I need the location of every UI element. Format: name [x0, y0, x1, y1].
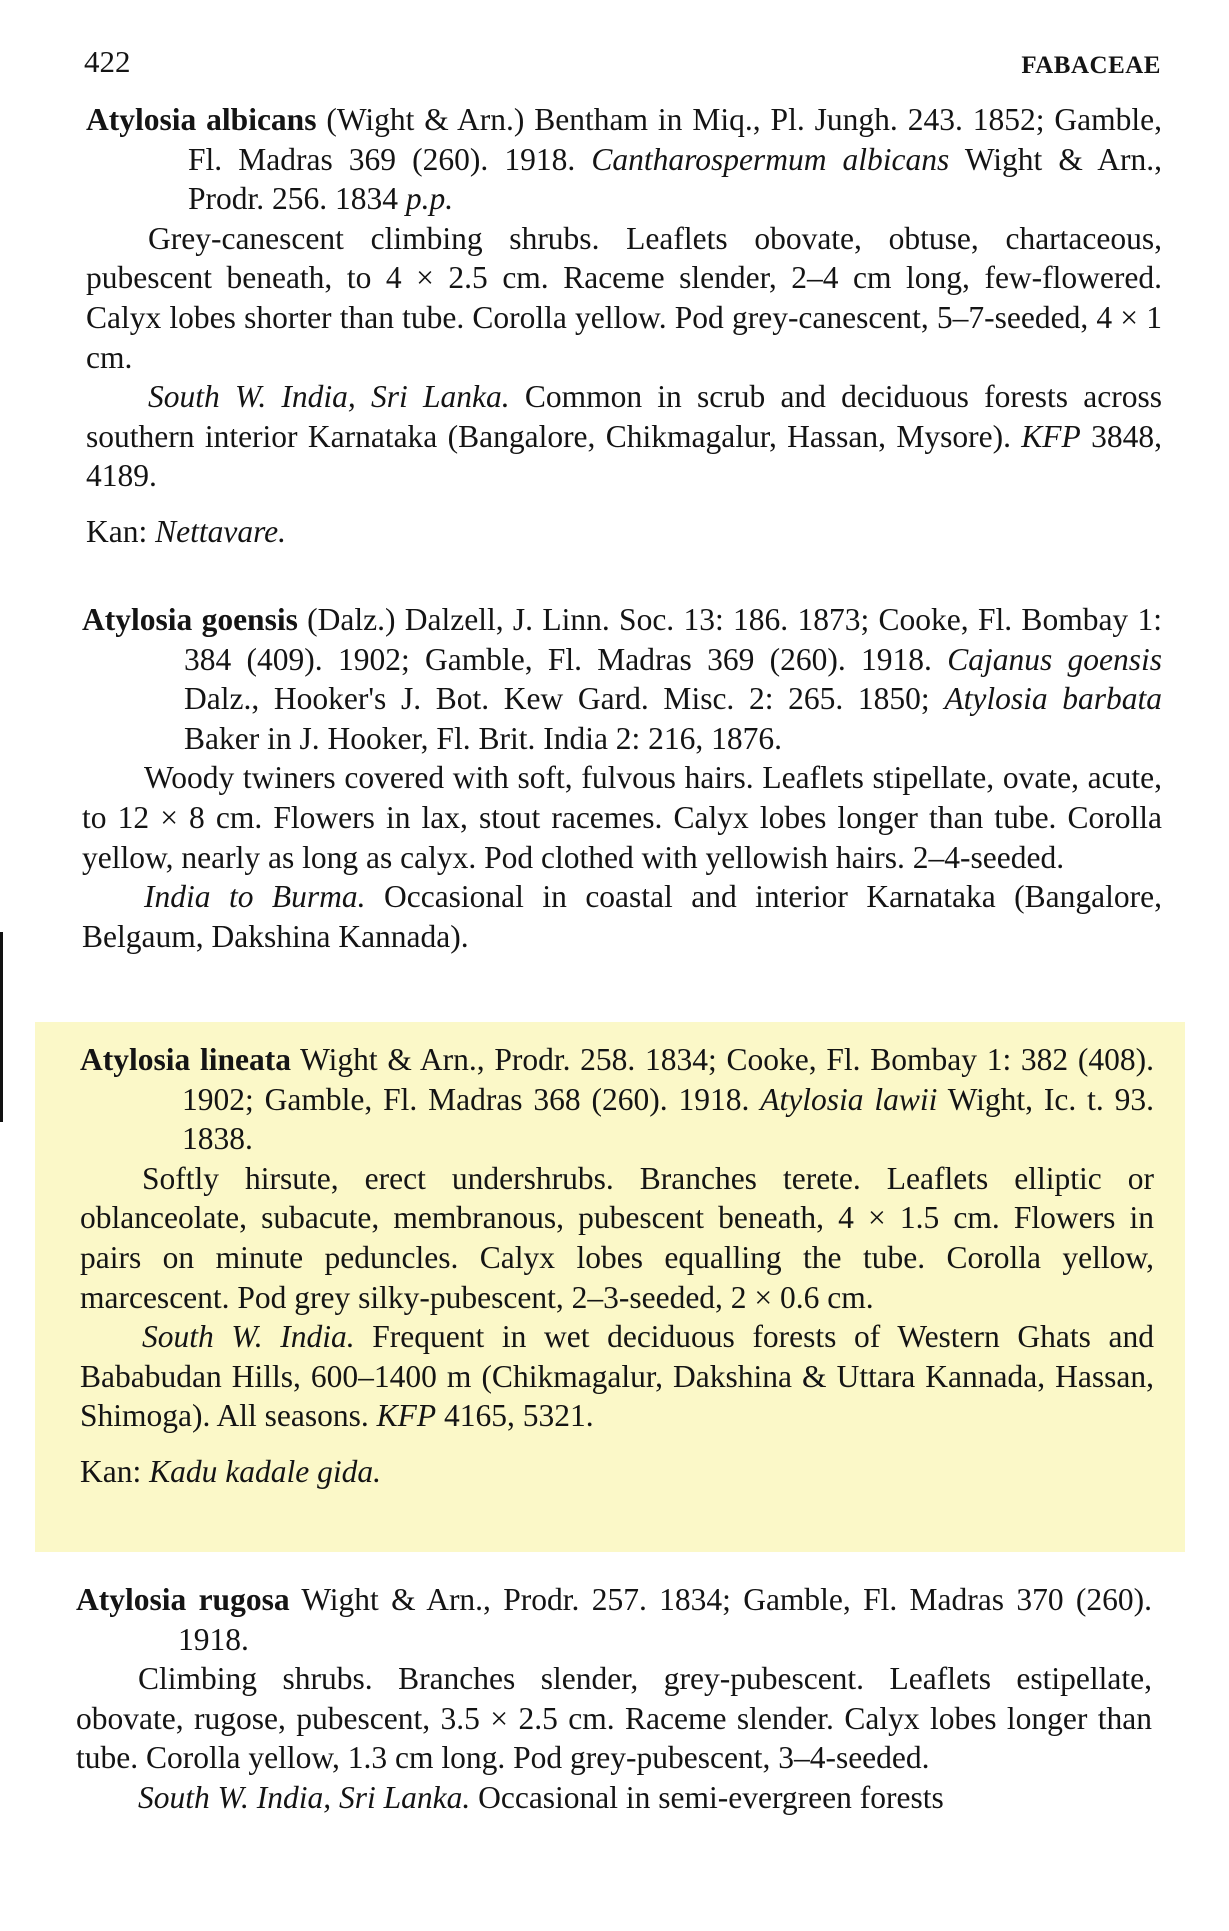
synonym-name: Atylosia barbata — [944, 681, 1163, 717]
synonym-citation: Baker in J. Hooker, Fl. Brit. India 2: 216, 1876. — [184, 720, 783, 756]
citation-text: Wight & Arn., Prodr. 258. 1834; Cooke, Fl. Bombay 1: 382 (408). 1902; Gamble, Fl. Madras 368 (260). 1918. — [182, 1042, 1155, 1117]
species-description: Grey-canescent climbing shrubs. Leaflets obovate, obtuse, chartaceous, pubescent beneath, to 4 × 2.5 cm. Raceme slender, 2–4 cm long, few-flowered. Calyx lobes shorter than tube. Corolla yellow. Pod grey-canescent, 5–7-seeded, 4 × 1 cm. — [86, 220, 1162, 375]
vernacular-label: Kan: — [80, 1453, 142, 1489]
specimen-label: KFP — [376, 1398, 437, 1434]
vernacular-name — [80, 1452, 1154, 1492]
species-entry — [86, 100, 1162, 552]
specimen-numbers: 4165, 5321. — [444, 1398, 594, 1434]
species-description: Woody twiners covered with soft, fulvous hairs. Leaflets stipellate, ovate, acute, to 12 × 8 cm. Flowers in lax, stout racemes. Calyx lobes longer than tube. Corolla yellow, nearly as long as calyx. Pod clothed with yellowish hairs. 2–4-seeded. — [82, 760, 1162, 875]
page-number: 422 — [84, 44, 131, 79]
vernacular-value: Kadu kadale gida. — [149, 1453, 381, 1489]
synonym-name: Cajanus goensis — [947, 641, 1163, 677]
entry-citation — [80, 1040, 1154, 1159]
specimen-numbers: 3848, 4189. — [86, 418, 1163, 494]
distribution-region: South W. India, Sri Lanka. — [138, 1779, 471, 1815]
entry-citation — [82, 600, 1162, 758]
synonym-citation: Wight & Arn., Prodr. 256. 1834 — [188, 141, 1162, 217]
distribution-text: Frequent in wet deciduous forests of Western Ghats and Bababudan Hills, 600–1400 m (Chikmagalur, Dakshina & Uttara Kannada, Hassan, Shimoga). All seasons. — [80, 1319, 1155, 1434]
species-description: Softly hirsute, erect undershrubs. Branches terete. Leaflets elliptic or oblanceolate, subacute, membranous, pubescent beneath, 4 × 1.5 cm. Flowers in pairs on minute peduncles. Calyx lobes equalling the tube. Corolla yellow, marcescent. Pod grey silky-pubescent, 2–3-seeded, 2 × 0.6 cm. — [80, 1160, 1154, 1315]
entry-citation — [76, 1580, 1152, 1659]
citation-text: (Dalz.) Dalzell, J. Linn. Soc. 13: 186. 1873; Cooke, Fl. Bombay 1: 384 (409). 1902; Gamble, Fl. Madras 369 (260). 1918. — [184, 602, 1162, 677]
vernacular-name — [86, 512, 1162, 552]
citation-text: Wight & Arn., Prodr. 257. 1834; Gamble, Fl. Madras 370 (260). 1918. — [178, 1582, 1152, 1657]
species-description: Climbing shrubs. Branches slender, grey-pubescent. Leaflets estipellate, obovate, rugose, pubescent, 3.5 × 2.5 cm. Raceme slender. Calyx lobes longer than tube. Corolla yellow, 1.3 cm long. Pod grey-pubescent, 3–4-seeded. — [76, 1661, 1152, 1776]
specimen-label: KFP — [1021, 418, 1081, 454]
species-distribution — [76, 1778, 1152, 1818]
species-distribution — [82, 877, 1162, 956]
distribution-text: Common in scrub and deciduous forests across southern interior Karnataka (Bangalore, Chikmagalur, Hassan, Mysore). — [86, 379, 1162, 454]
distribution-region: India to Burma. — [144, 879, 366, 915]
running-title: FABACEAE — [1021, 52, 1161, 79]
species-distribution — [80, 1317, 1154, 1436]
synonym-citation: Wight, Ic. t. 93. 1838. — [182, 1081, 1155, 1157]
scan-edge-line — [0, 932, 3, 1122]
species-name: Atylosia goensis — [82, 602, 298, 637]
distribution-region: South W. India, Sri Lanka. — [148, 379, 510, 415]
page-header — [84, 40, 1161, 84]
vernacular-label: Kan: — [86, 513, 148, 549]
synonym-name: Atylosia lawii — [760, 1081, 938, 1117]
species-distribution — [86, 377, 1162, 496]
entry-citation — [86, 100, 1162, 219]
species-name: Atylosia albicans — [86, 102, 317, 137]
distribution-text: Occasional in coastal and interior Karnataka (Bangalore, Belgaum, Dakshina Kannada). — [82, 879, 1162, 954]
species-name: Atylosia rugosa — [76, 1582, 290, 1617]
synonym-name: Cantharospermum albicans — [591, 141, 950, 177]
species-entry — [82, 600, 1162, 956]
species-name: Atylosia lineata — [80, 1042, 291, 1077]
synonym-citation: Dalz., Hooker's J. Bot. Kew Gard. Misc. 2: 265. 1850; — [184, 681, 930, 717]
distribution-region: South W. India. — [142, 1319, 355, 1355]
distribution-text: Occasional in semi-evergreen forests — [478, 1779, 944, 1815]
species-entry-highlighted — [80, 1040, 1154, 1492]
vernacular-value: Nettavare. — [155, 513, 287, 549]
citation-text: (Wight & Arn.) Bentham in Miq., Pl. Jungh. 243. 1852; Gamble, Fl. Madras 369 (260). 1918. — [188, 102, 1163, 177]
synonym-note: p.p. — [405, 181, 454, 217]
species-entry — [76, 1580, 1152, 1818]
